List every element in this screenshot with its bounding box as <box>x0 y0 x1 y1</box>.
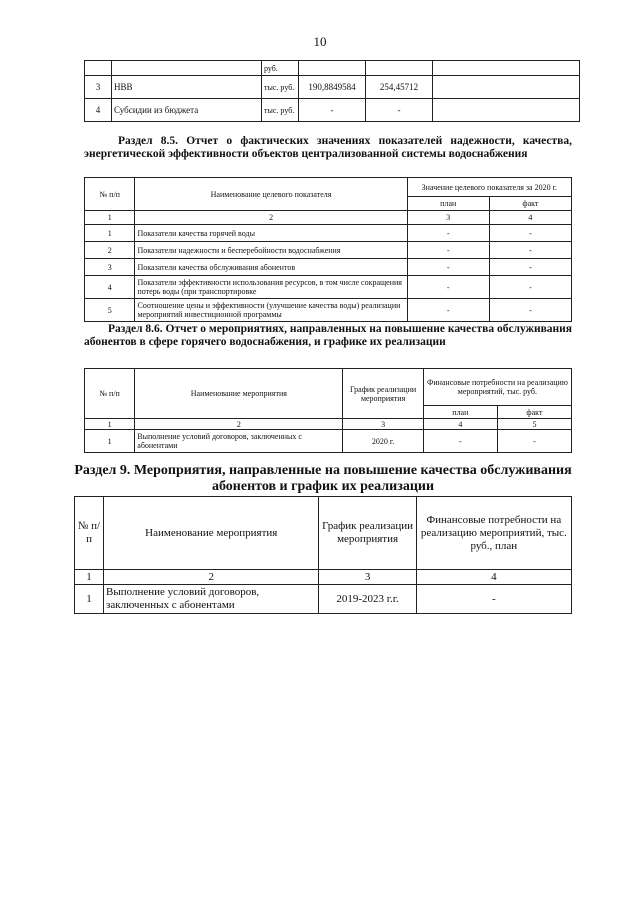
fact-cell: - <box>489 276 571 299</box>
col-number: 4 <box>416 570 571 585</box>
table-row <box>85 242 572 259</box>
header-value: Значение целевого показателя за 2020 г. <box>407 178 571 197</box>
col-number: 2 <box>135 211 407 225</box>
col-number: 2 <box>135 419 343 430</box>
row-number: 1 <box>75 585 104 614</box>
header-finance: Финансовые потребности на реализацию мероприятий, тыс. руб., план <box>416 497 571 570</box>
section-8-5-title: Раздел 8.5. Отчет о фактических значениях показателей надежности, качества, энергетической эффективности объектов централизованной системы водоснабжения <box>84 135 572 160</box>
plan-cell: - <box>407 225 489 242</box>
finance-cell: - <box>416 585 571 614</box>
row-number: 5 <box>85 299 135 322</box>
header-plan: план <box>423 406 497 419</box>
col-number: 1 <box>85 211 135 225</box>
column-number-row <box>75 570 572 585</box>
fact-cell: - <box>489 259 571 276</box>
table-header-row <box>75 497 572 570</box>
col-number: 1 <box>75 570 104 585</box>
row-name: Выполнение условий договоров, заключенных с абонентами <box>104 585 319 614</box>
hot-water-measures-table <box>84 368 572 453</box>
fact-cell: - <box>489 242 571 259</box>
plan-cell: - <box>407 259 489 276</box>
row-name: Соотношение цены и эффективности (улучшение качества воды) реализации мероприятий инвестиционной программы <box>135 299 407 322</box>
plan-cell: - <box>407 276 489 299</box>
table-row <box>85 99 580 122</box>
column-number-row <box>85 419 572 430</box>
unit-cell: тыс. руб. <box>262 76 299 99</box>
value-cell: 190,8849584 <box>299 76 366 99</box>
header-finance: Финансовые потребности на реализацию мероприятий, тыс. руб. <box>423 369 571 406</box>
row-number: 3 <box>85 76 112 99</box>
table-row <box>85 225 572 242</box>
schedule-cell: 2019-2023 г.г. <box>319 585 416 614</box>
table-header-row <box>85 369 572 406</box>
column-number-row <box>85 211 572 225</box>
fact-cell: - <box>489 225 571 242</box>
section-8-6-title: Раздел 8.6. Отчет о мероприятиях, направленных на повышение качества обслуживания абонентов в сфере горячего водоснабжения, и графике их реализации <box>84 323 572 348</box>
schedule-cell: 2020 г. <box>343 430 423 453</box>
table-row <box>85 259 572 276</box>
table-row <box>85 61 580 76</box>
table-row <box>85 430 572 453</box>
row-number: 4 <box>85 276 135 299</box>
col-number: 1 <box>85 419 135 430</box>
page-number: 10 <box>313 34 327 49</box>
value-cell: 254,45712 <box>366 76 433 99</box>
header-schedule: График реализации мероприятия <box>319 497 416 570</box>
col-number: 3 <box>407 211 489 225</box>
row-number: 1 <box>85 225 135 242</box>
plan-cell: - <box>423 430 497 453</box>
value-cell <box>433 99 580 122</box>
header-name: Наименование целевого показателя <box>135 178 407 211</box>
unit-cell: руб. <box>262 61 299 76</box>
indicators-table <box>84 177 572 322</box>
unit-cell: тыс. руб. <box>262 99 299 122</box>
section-9-title: Раздел 9. Мероприятия, направленные на повышение качества обслуживания абонентов и график их реализации <box>74 463 572 494</box>
measures-plan-table <box>74 496 572 614</box>
header-name: Наименование мероприятия <box>104 497 319 570</box>
table-row <box>75 585 572 614</box>
row-number: 3 <box>85 259 135 276</box>
table-row <box>85 276 572 299</box>
row-name: Показатели эффективности использования ресурсов, в том числе сокращения потерь воды (при транспортировке <box>135 276 407 299</box>
header-num: № п/ п <box>75 497 104 570</box>
fact-cell: - <box>497 430 571 453</box>
row-number: 2 <box>85 242 135 259</box>
header-plan: план <box>407 197 489 211</box>
header-name: Наименование мероприятия <box>135 369 343 419</box>
col-number: 4 <box>423 419 497 430</box>
header-num: № п/п <box>85 178 135 211</box>
row-name: Показатели надежности и бесперебойности водоснабжения <box>135 242 407 259</box>
table-header-row <box>85 178 572 197</box>
plan-cell: - <box>407 299 489 322</box>
value-cell <box>433 76 580 99</box>
row-number: 4 <box>85 99 112 122</box>
header-schedule: График реализации мероприятия <box>343 369 423 419</box>
row-name: Выполнение условий договоров, заключенных с абонентами <box>135 430 343 453</box>
budget-table <box>84 60 580 122</box>
header-fact: факт <box>497 406 571 419</box>
col-number: 3 <box>343 419 423 430</box>
row-name: Субсидии из бюджета <box>112 99 262 122</box>
col-number: 5 <box>497 419 571 430</box>
header-fact: факт <box>489 197 571 211</box>
value-cell: - <box>299 99 366 122</box>
value-cell: - <box>366 99 433 122</box>
row-name: Показатели качества обслуживания абонентов <box>135 259 407 276</box>
fact-cell: - <box>489 299 571 322</box>
plan-cell: - <box>407 242 489 259</box>
header-num: № п/п <box>85 369 135 419</box>
col-number: 4 <box>489 211 571 225</box>
table-row <box>85 76 580 99</box>
row-name: Показатели качества горячей воды <box>135 225 407 242</box>
col-number: 2 <box>104 570 319 585</box>
table-row <box>85 299 572 322</box>
row-name: НВВ <box>112 76 262 99</box>
row-number: 1 <box>85 430 135 453</box>
col-number: 3 <box>319 570 416 585</box>
